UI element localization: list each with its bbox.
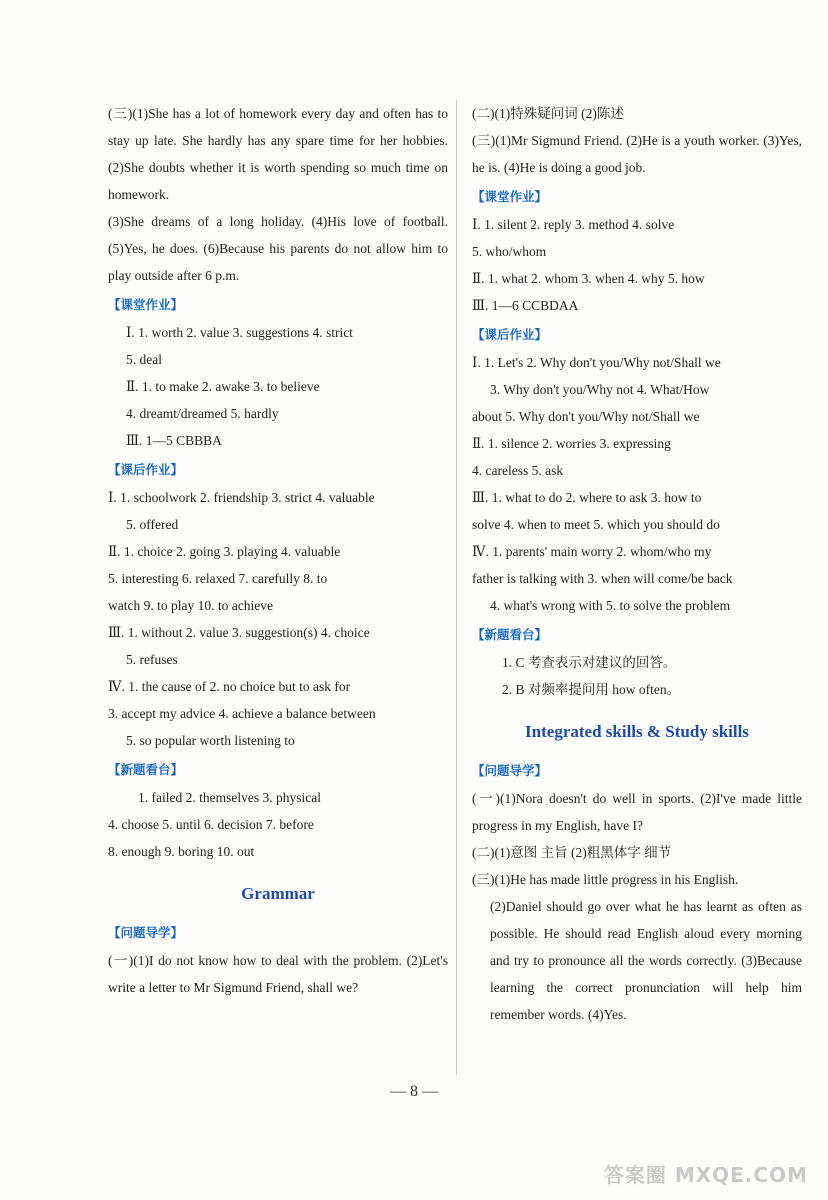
answer-line: Ⅰ. 1. Let's 2. Why don't you/Why not/Shall we [472,355,721,370]
section-heading-guided-questions: 【问题导学】 [472,763,548,778]
answer-line: 1. failed 2. themselves 3. physical [138,790,321,805]
integrated-skills-title: Integrated skills & Study skills [525,722,749,741]
answer-paragraph: (3)She dreams of a long holiday. (4)His love of football. (5)Yes, he does. (6)Because his parents do not allow him to play outside after 6 p.m. [108,214,448,283]
answer-line: 4. careless 5. ask [472,463,564,478]
answer-line: 8. enough 9. boring 10. out [108,844,255,859]
left-column [108,100,448,1001]
watermark-logo: 答案圈 MXQE.COM [603,1163,808,1187]
answer-line: 5. offered [126,517,179,532]
answer-paragraph: (一)(1)Nora doesn't do well in sports. (2)I've made little progress in my English, have I? [472,791,802,833]
section-heading-classwork: 【课堂作业】 [108,297,184,312]
answer-line: Ⅲ. 1. without 2. value 3. suggestion(s) 4. choice [108,625,370,640]
answer-paragraph: (一)(1)I do not know how to deal with the problem. (2)Let's write a letter to Mr Sigmund Friend, shall we? [108,953,448,995]
answer-line: Ⅲ. 1—6 CCBDAA [472,298,579,313]
answer-line: Ⅳ. 1. the cause of 2. no choice but to ask for [108,679,351,694]
answer-paragraph: (2)Daniel should go over what he has learnt as often as possible. He should read English aloud every morning and try to pronounce all the words correctly. (3)Because learning the correct pronunciation will help him remember words. (4)Yes. [490,899,802,1022]
section-heading-classwork: 【课堂作业】 [472,189,548,204]
new-questions-answers [472,649,802,703]
answer-line: Ⅱ. 1. what 2. whom 3. when 4. why 5. how [472,271,705,286]
homework-answers [472,349,802,619]
answer-line: 5. who/whom [472,244,547,259]
answer-line: 5. interesting 6. relaxed 7. carefully 8. to [108,571,328,586]
answer-line: about 5. Why don't you/Why not/Shall we [472,409,700,424]
guided-answers [472,785,802,1028]
section-heading-guided-questions: 【问题导学】 [108,925,184,940]
answer-line: Ⅰ. 1. silent 2. reply 3. method 4. solve [472,217,675,232]
answer-line: 2. B 对频率提问用 how often。 [502,682,681,697]
right-column [472,100,802,1028]
answer-line: 3. accept my advice 4. achieve a balance between [108,706,376,721]
homework-answers [108,484,448,754]
classwork-answers [108,319,448,454]
answer-line: Ⅲ. 1—5 CBBBA [126,433,222,448]
answer-line: 5. deal [126,352,162,367]
answer-line: Ⅱ. 1. to make 2. awake 3. to believe [126,379,320,394]
grammar-answers-cont [472,100,802,181]
answer-paragraph: (二)(1)意图 主旨 (2)粗黑体字 细节 [472,845,672,860]
answer-line: Ⅰ. 1. worth 2. value 3. suggestions 4. strict [126,325,353,340]
answer-line: 4. what's wrong with 5. to solve the problem [490,598,731,613]
answer-line: Ⅱ. 1. silence 2. worries 3. expressing [472,436,671,451]
answer-line: father is talking with 3. when will come/be back [472,571,733,586]
answer-line: 4. dreamt/dreamed 5. hardly [126,406,279,421]
answer-line: 4. choose 5. until 6. decision 7. before [108,817,314,832]
answer-paragraph: (三)(1)Mr Sigmund Friend. (2)He is a youth worker. (3)Yes, he is. (4)He is doing a good job. [472,133,802,175]
answer-line: 1. C 考查表示对建议的回答。 [502,655,677,670]
answers-part3 [108,100,448,289]
section-heading-homework: 【课后作业】 [472,327,548,342]
answer-line: watch 9. to play 10. to achieve [108,598,273,613]
section-heading-homework: 【课后作业】 [108,462,184,477]
column-divider [456,100,457,1075]
section-heading-new-questions: 【新题看台】 [108,762,184,777]
classwork-answers [472,211,802,319]
answer-line: Ⅲ. 1. what to do 2. where to ask 3. how to [472,490,702,505]
answer-line: Ⅱ. 1. choice 2. going 3. playing 4. valuable [108,544,341,559]
grammar-title: Grammar [241,884,315,903]
answer-paragraph: (三)(1)She has a lot of homework every day and often has to stay up late. She hardly has any spare time for her hobbies. (2)She doubts whether it is worth spending so much time on homework. [108,106,448,202]
answer-paragraph: (三)(1)He has made little progress in his English. [472,872,739,887]
answer-line: Ⅰ. 1. schoolwork 2. friendship 3. strict 4. valuable [108,490,375,505]
answer-line: 5. refuses [126,652,178,667]
answer-line: 3. Why don't you/Why not 4. What/How [490,382,710,397]
answer-line: solve 4. when to meet 5. which you should do [472,517,720,532]
answer-line: 5. so popular worth listening to [126,733,295,748]
section-heading-new-questions: 【新题看台】 [472,627,548,642]
new-questions-answers [108,784,448,865]
guided-answers [108,947,448,1001]
answer-line: Ⅳ. 1. parents' main worry 2. whom/who my [472,544,712,559]
page-number: — 8 — [390,1083,438,1100]
answer-paragraph: (二)(1)特殊疑问词 (2)陈述 [472,106,624,121]
